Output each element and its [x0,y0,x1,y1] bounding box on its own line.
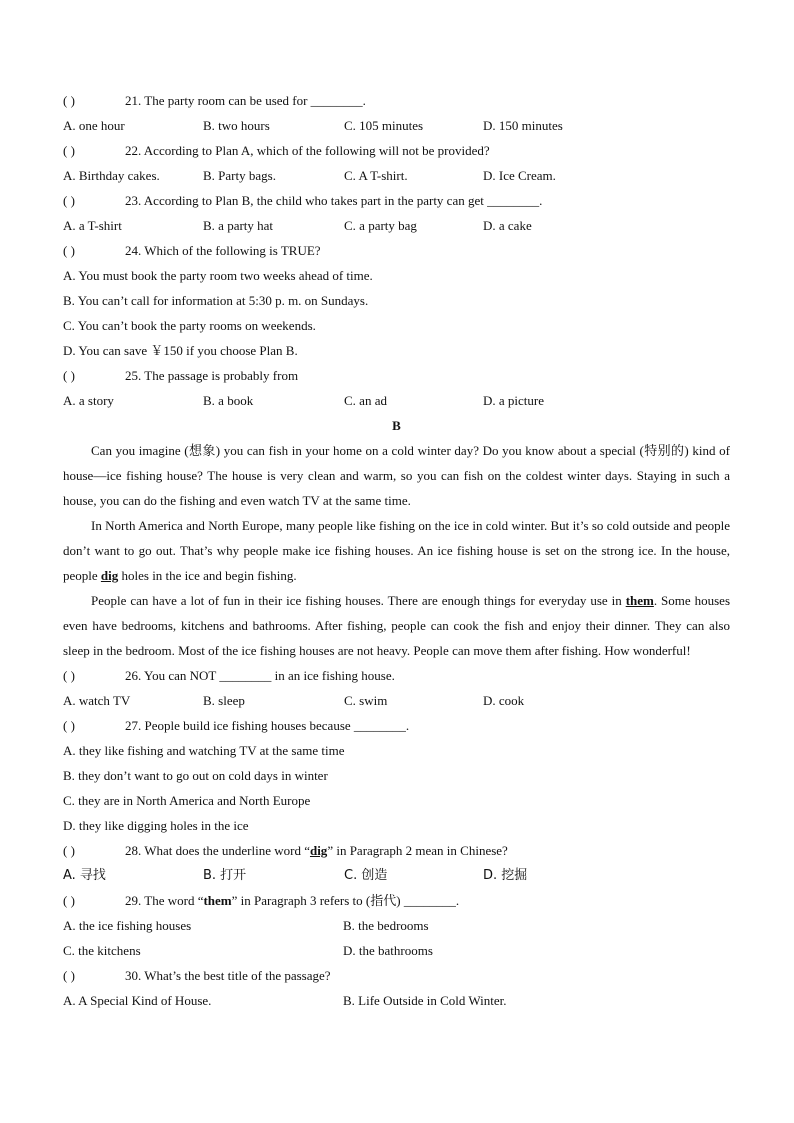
option-a: A. one hour [63,118,125,133]
paragraph-text: In North America and North Europe, many people like fishing on the ice in cold winter. But it’s so cold outside and people don’t want to go out. That’s why people make ice fishing houses. An ice fishing house is set on the strong ice. In the house, people [63,518,730,583]
option-d: D. they like digging holes in the ice [63,818,249,833]
passage-paragraph-1: Can you imagine (想象) you can fish in your home on a cold winter day? Do you know about a special (特别的) kind of house—ice fishing house? The house is very clean and warm, so you can fish on the coldest winter days. Staying in such a house, you can do the fishing and even watch TV at the same time. [63,443,730,508]
question-25 [63,363,730,388]
question-21 [63,88,730,113]
option-c: C. they are in North America and North Europe [63,793,311,808]
option-b: B. You can’t call for information at 5:30 p. m. on Sundays. [63,293,369,308]
question-text-part: 28. What does the underline word “ [125,843,310,858]
option-b: B. 打开 [203,868,247,883]
exam-page [63,88,730,1013]
answer-blank: ( ) [63,843,75,858]
underlined-word-dig: dig [309,843,328,858]
option-d: D. a cake [483,218,532,233]
question-text: 22. According to Plan A, which of the following will not be provided? [125,143,490,158]
option-a: A. watch TV [63,693,131,708]
answer-blank: ( ) [63,243,75,258]
option-c: C. 创造 [344,868,388,883]
option-c: C. You can’t book the party rooms on weekends. [63,318,316,333]
option-b: B. Life Outside in Cold Winter. [343,993,507,1008]
question-26 [63,663,730,688]
options-21 [63,113,730,138]
option-c: C. 105 minutes [344,118,424,133]
question-22 [63,138,730,163]
question-27 [63,713,730,738]
question-text: 23. According to Plan B, the child who takes part in the party can get ________. [125,193,543,208]
option-b: B. the bedrooms [343,918,429,933]
option-b: B. Party bags. [203,168,276,183]
answer-blank: ( ) [63,368,75,383]
question-text: 24. Which of the following is TRUE? [125,243,321,258]
question-text-part: ” in Paragraph 3 refers to (指代) ________. [231,893,460,908]
option-c: C. the kitchens [63,943,141,958]
question-text [125,838,508,863]
option-d: D. You can save ￥150 if you choose Plan B. [63,343,298,358]
bold-word-them: them [203,893,232,908]
option-a: A. they like fishing and watching TV at the same time [63,743,345,758]
paragraph-text: People can have a lot of fun in their ice fishing houses. There are enough things for everyday use in [91,593,626,608]
question-23 [63,188,730,213]
option-d: D. 挖掘 [483,868,528,883]
answer-blank: ( ) [63,193,75,208]
option-b: B. sleep [203,693,245,708]
options-26 [63,688,730,713]
option-b: B. a book [203,393,254,408]
answer-blank: ( ) [63,93,75,108]
passage-paragraph-3 [63,588,730,663]
options-22 [63,163,730,188]
option-c: C. swim [344,693,388,708]
answer-blank: ( ) [63,668,75,683]
question-text-part: ” in Paragraph 2 mean in Chinese? [327,843,508,858]
question-29 [63,888,730,913]
question-text: 21. The party room can be used for ________. [125,93,366,108]
option-d: D. cook [483,693,525,708]
option-a: A. a story [63,393,114,408]
options-29-row1 [63,913,730,938]
option-c: C. a party bag [344,218,417,233]
option-a: A. the ice fishing houses [63,918,192,933]
question-text [125,888,459,913]
options-28 [63,863,730,888]
question-text: 27. People build ice fishing houses because ________. [125,718,410,733]
option-b: B. two hours [203,118,270,133]
answer-blank: ( ) [63,968,75,983]
options-25 [63,388,730,413]
underlined-word-dig: dig [100,568,119,583]
question-30 [63,963,730,988]
question-text: 25. The passage is probably from [125,368,299,383]
option-a: A. You must book the party room two weeks ahead of time. [63,268,373,283]
answer-blank: ( ) [63,143,75,158]
option-d: D. a picture [483,393,545,408]
option-a: A. a T-shirt [63,218,122,233]
question-24 [63,238,730,263]
section-heading: B [392,418,401,433]
option-b: B. they don’t want to go out on cold days in winter [63,768,328,783]
options-30 [63,988,730,1013]
option-a: A. Birthday cakes. [63,168,160,183]
answer-blank: ( ) [63,718,75,733]
question-28 [63,838,730,863]
answer-blank: ( ) [63,893,75,908]
option-c: C. A T-shirt. [344,168,408,183]
paragraph-text: holes in the ice and begin fishing. [118,568,297,583]
passage-paragraph-2 [63,513,730,588]
question-text: 26. You can NOT ________ in an ice fishing house. [125,668,395,683]
option-a: A. A Special Kind of House. [63,993,212,1008]
paragraph-text: . Some houses even have bedrooms, kitchens and bathrooms. After fishing, people can cook the fish and enjoy their dinner. They can also sleep in the bedroom. Most of the ice fishing houses are not heavy. People can move them after fishing. How wonderful! [63,593,731,658]
question-text-part: 29. The word “ [125,893,204,908]
question-text: 30. What’s the best title of the passage? [125,968,331,983]
option-a: A. 寻找 [63,868,106,883]
option-b: B. a party hat [203,218,274,233]
option-d: D. Ice Cream. [483,168,556,183]
options-23 [63,213,730,238]
option-d: D. the bathrooms [343,943,433,958]
options-29-row2 [63,938,730,963]
underlined-word-them: them [625,593,654,608]
option-d: D. 150 minutes [483,118,563,133]
option-c: C. an ad [344,393,387,408]
